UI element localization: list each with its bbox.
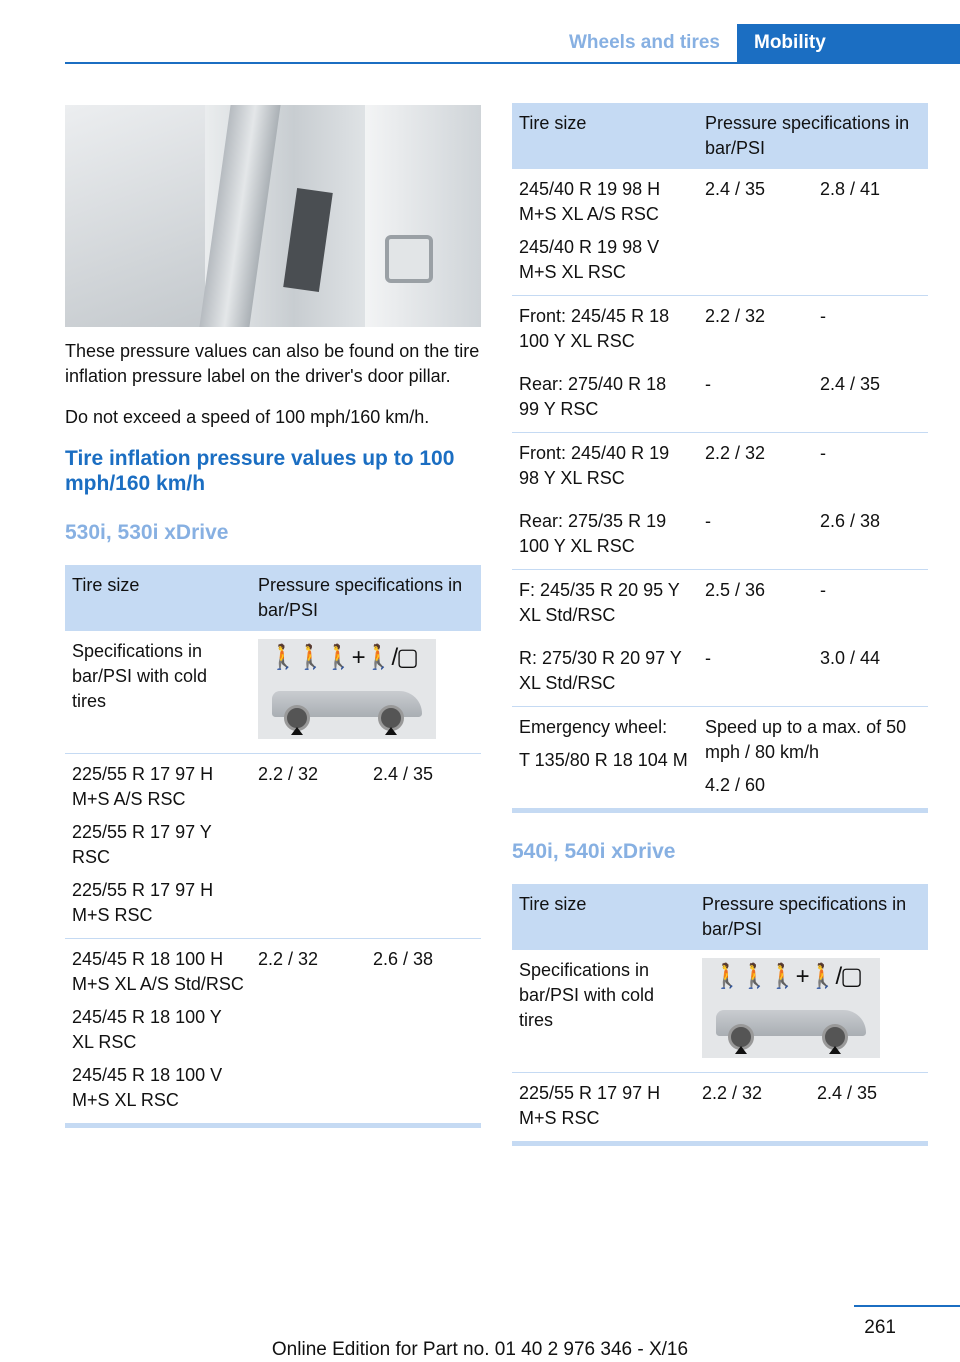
front-pressure: - (705, 648, 711, 668)
section-title: Wheels and tires (569, 32, 720, 53)
table-row (512, 296, 928, 365)
page-footer (0, 1305, 960, 1362)
tire-size: 245/45 R 18 100 Y XL RSC (72, 1007, 222, 1052)
tire-size: 225/55 R 17 97 H M+S A/S RSC (72, 764, 214, 809)
pressure-label-note: These pressure values can also be found on the tire inflation pressure label on the driver's door pillar. (65, 341, 480, 386)
tire-pressure-table-530i-cont (512, 103, 928, 813)
emergency-wheel-label: Emergency wheel: (519, 717, 668, 737)
front-pressure: 2.2 / 32 (251, 754, 366, 939)
tire-size: 225/55 R 17 97 H M+S RSC (512, 1073, 695, 1144)
tire-size: Front: 245/45 R 18 100 Y XL RSC (512, 296, 698, 365)
front-pressure: 2.2 / 32 (695, 1073, 810, 1144)
spec-label: Specifications in bar/PSI with cold tires (72, 641, 208, 711)
tire-size: R: 275/30 R 20 97 Y XL Std/RSC (519, 648, 682, 693)
rear-pressure: 2.6 / 38 (366, 939, 481, 1126)
table-row (65, 939, 481, 1126)
left-column (65, 105, 481, 1128)
front-pressure: 2.5 / 36 (698, 570, 813, 639)
rear-pressure: 2.4 / 35 (820, 374, 881, 394)
model-heading-540i: 540i, 540i xDrive (512, 840, 676, 863)
col-header-tire-size: Tire size (512, 884, 695, 950)
rear-pressure: - (813, 570, 928, 639)
front-pressure: - (705, 511, 711, 531)
rear-pressure: 3.0 / 44 (820, 648, 881, 668)
col-header-pressure: Pressure specifications in bar/PSI (698, 103, 928, 169)
table-row (512, 950, 928, 1073)
rear-pressure: 2.8 / 41 (820, 179, 881, 199)
tire-size: 225/55 R 17 97 H M+S RSC (72, 880, 214, 925)
table-row (512, 1073, 928, 1144)
col-header-tire-size: Tire size (65, 565, 251, 631)
table-row (512, 570, 928, 639)
tire-size: 225/55 R 17 97 Y RSC (72, 822, 212, 867)
table-row (65, 754, 481, 939)
tire-size: 245/45 R 18 100 V M+S XL RSC (72, 1065, 223, 1110)
tire-size: T 135/80 R 18 104 M (519, 750, 688, 770)
edition-note: Online Edition for Part no. 01 40 2 976 346 - X/16 (271, 1339, 689, 1360)
front-pressure: - (705, 374, 711, 394)
spec-label: Specifications in bar/PSI with cold tires (519, 960, 655, 1030)
col-header-pressure: Pressure specifications in bar/PSI (251, 565, 481, 631)
load-condition-icon: 🚶🚶🚶+🚶/▢ (258, 639, 436, 739)
speed-note: Do not exceed a speed of 100 mph/160 km/h. (65, 407, 430, 427)
model-heading-530i: 530i, 530i xDrive (65, 521, 229, 544)
load-condition-icon: 🚶🚶🚶+🚶/▢ (702, 958, 880, 1058)
col-header-tire-size: Tire size (512, 103, 698, 169)
tire-size: 245/45 R 18 100 H M+S XL A/S Std/RSC (72, 949, 244, 994)
tire-pressure-table-540i (512, 884, 928, 1146)
front-pressure: 2.2 / 32 (251, 939, 366, 1126)
right-column (512, 103, 928, 1146)
tire-pressure-table-530i (65, 565, 481, 1128)
tire-size: F: 245/35 R 20 95 Y XL Std/RSC (512, 570, 698, 639)
table-row (512, 433, 928, 502)
tire-size: Rear: 275/35 R 19 100 Y XL RSC (519, 511, 667, 556)
rear-pressure: 2.4 / 35 (810, 1073, 928, 1144)
table-row (512, 364, 928, 433)
table-row (512, 169, 928, 296)
front-pressure: 2.4 / 35 (705, 179, 766, 199)
emergency-pressure: 4.2 / 60 (705, 775, 766, 795)
door-pillar-photo (65, 105, 481, 327)
section-heading: Tire inflation pressure values up to 100 mph/160 km/h (65, 447, 455, 495)
page-header (65, 24, 960, 64)
rear-pressure: - (813, 433, 928, 502)
table-row (65, 631, 481, 754)
front-pressure: 2.2 / 32 (698, 433, 813, 502)
table-row (512, 638, 928, 707)
chapter-tab[interactable]: Mobility (737, 24, 960, 62)
table-row (512, 707, 928, 811)
rear-pressure: - (813, 296, 928, 365)
col-header-pressure: Pressure specifications in bar/PSI (695, 884, 928, 950)
tire-size: Front: 245/40 R 19 98 Y XL RSC (512, 433, 698, 502)
front-pressure: 2.2 / 32 (698, 296, 813, 365)
tire-size: Rear: 275/40 R 18 99 Y RSC (519, 374, 667, 419)
page-number: 261 (864, 1317, 896, 1338)
tire-size: 245/40 R 19 98 V M+S XL RSC (519, 237, 660, 282)
rear-pressure: 2.4 / 35 (366, 754, 481, 939)
tire-size: 245/40 R 19 98 H M+S XL A/S RSC (519, 179, 661, 224)
table-row (512, 501, 928, 570)
speed-limit-note: Speed up to a max. of 50 mph / 80 km/h (705, 717, 907, 762)
rear-pressure: 2.6 / 38 (820, 511, 881, 531)
